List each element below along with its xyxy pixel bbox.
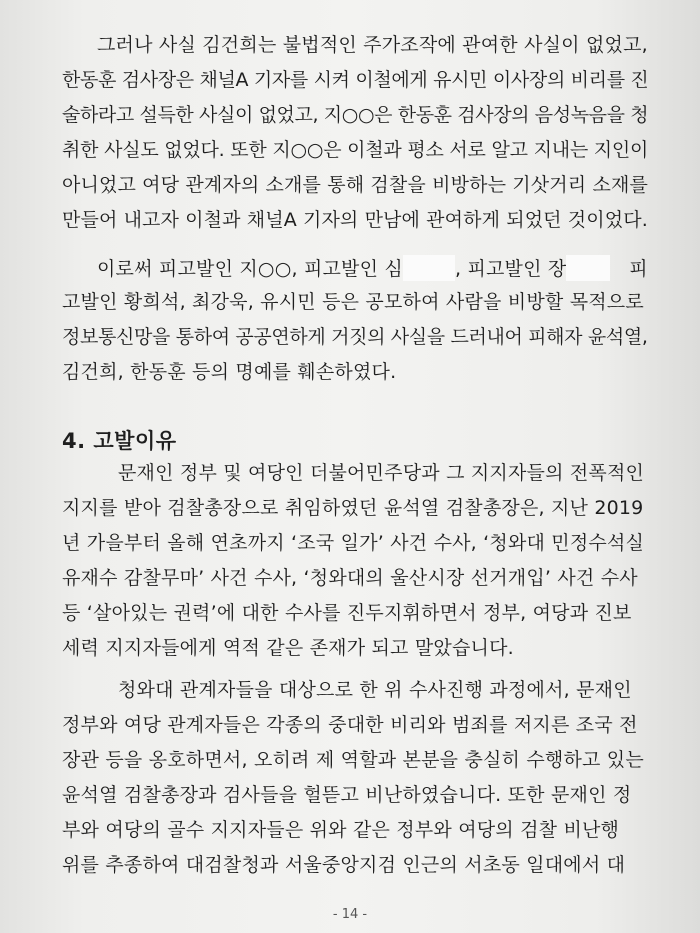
text-line: 윤석열 검찰총장과 검사들을 헐뜯고 비난하였습니다. 또한 문재인 정 <box>62 784 632 806</box>
redaction-mark <box>403 255 455 281</box>
text-line: 위를 추종하여 대검찰청과 서울중앙지검 인근의 서초동 일대에서 대 <box>62 854 626 876</box>
text-line: 등 ‘살아있는 권력’에 대한 수사를 진두지휘하면서 정부, 여당과 진보 <box>62 602 632 624</box>
text-line: 취한 사실도 없었다. 또한 지○○은 이철과 평소 서로 알고 지내는 지인이 <box>62 139 649 161</box>
text-line: 한동훈 검사장은 채널A 기자를 시켜 이철에게 유시민 이사장의 비리를 진 <box>62 69 649 91</box>
text-line: 청와대 관계자들을 대상으로 한 위 수사진행 과정에서, 문재인 <box>118 679 632 701</box>
text-line: 정부와 여당 관계자들은 각종의 중대한 비리와 범죄를 저지른 조국 전 <box>62 714 638 736</box>
text-line: 아니었고 여당 관계자의 소개를 통해 검찰을 비방하는 기삿거리 소재를 <box>62 174 648 196</box>
text-line: 지지를 받아 검찰총장으로 취임하였던 윤석열 검찰총장은, 지난 2019 <box>62 497 644 519</box>
text-line: 장관 등을 옹호하면서, 오히려 제 역할과 본분을 충실히 수행하고 있는 <box>62 749 644 771</box>
text-line: 정보통신망을 통하여 공공연하게 거짓의 사실을 드러내어 피해자 윤석열, <box>62 326 648 348</box>
text-line: 고발인 황희석, 최강욱, 유시민 등은 공모하여 사람을 비방할 목적으로 <box>62 291 644 313</box>
text-line: 세력 지지자들에게 역적 같은 존재가 되고 말았습니다. <box>62 637 514 659</box>
text-segment: , 피고발인 장 <box>454 258 567 280</box>
text-line: 술하라고 설득한 사실이 없었고, 지○○은 한동훈 검사장의 음성녹음을 청 <box>62 104 649 126</box>
text-line: 김건희, 한동훈 등의 명예를 훼손하였다. <box>62 361 397 383</box>
text-line <box>97 255 648 281</box>
redaction-mark <box>566 255 610 281</box>
text-line: 만들어 내고자 이철과 채널A 기자의 만남에 관여하게 되었던 것이었다. <box>62 209 648 231</box>
text-segment: 피 <box>629 258 648 280</box>
text-segment: 이로써 피고발인 지○○, 피고발인 심 <box>97 258 403 280</box>
text-line: 문재인 정부 및 여당인 더불어민주당과 그 지지자들의 전폭적인 <box>118 462 645 484</box>
text-line: 유재수 감찰무마’ 사건 수사, ‘청와대의 울산시장 선거개입’ 사건 수사 <box>62 567 638 589</box>
page-number: - 14 - <box>332 907 368 922</box>
text-line: 그러나 사실 김건희는 불법적인 주가조작에 관여한 사실이 없었고, <box>97 34 648 56</box>
text-line: 부와 여당의 골수 지지자들은 위와 같은 정부와 여당의 검찰 비난행 <box>62 819 620 841</box>
text-line: 년 가을부터 올해 연초까지 ‘조국 일가’ 사건 수사, ‘청와대 민정수석실 <box>62 532 645 554</box>
section-heading: 4. 고발이유 <box>62 429 177 453</box>
